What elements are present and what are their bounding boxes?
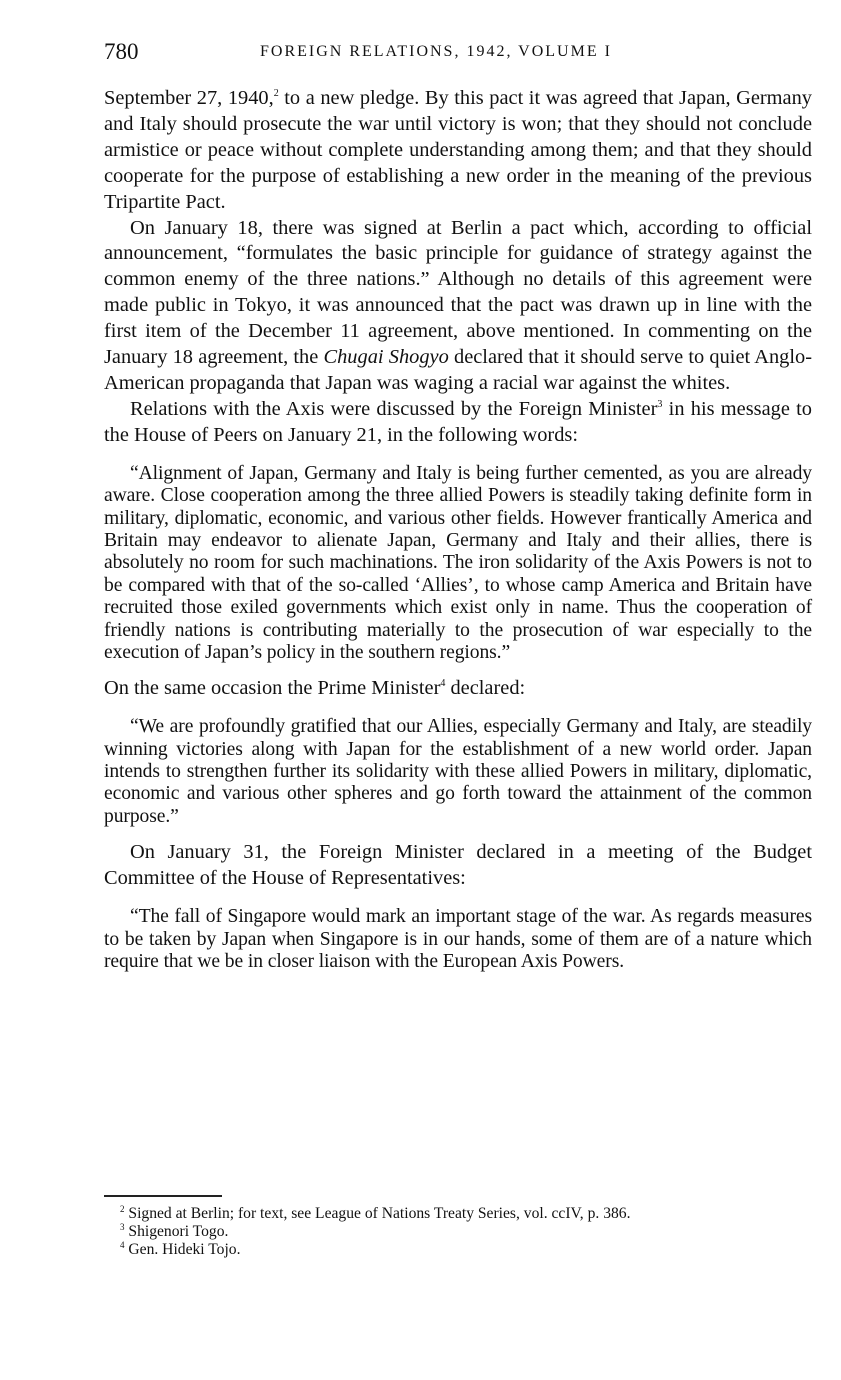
paragraph-4: On the same occasion the Prime Minister$^4$ declared:: [104, 677, 526, 700]
footnote-4: $^4$ Gen. Hideki Tojo.: [120, 1239, 241, 1258]
footnote-2: $^2$ Signed at Berlin; for text, see League of Nations Treaty Series, vol. ccIV, p. 386.: [120, 1203, 631, 1222]
footnote-rule: [104, 1195, 222, 1197]
quote-prime-minister: “We are profoundly gratified that our Allies, especially Germany and Italy, are steadily winning victories along with Japan for the establishment of a new world order. Japan intends to strengthen further its solidarity with these allied Powers in military, diplomatic, economic and various other spheres and go forth toward the attainment of the common purpose.”: [104, 716, 812, 827]
body-text: [104, 86, 812, 985]
paragraph-3: Relations with the Axis were discussed by the Foreign Minister$^3$ in his message to the House of Peers on January 21, in the following words:: [104, 397, 812, 446]
paragraph-2: On January 18, there was signed at Berlin a pact which, according to official announcement, “formulates the basic principle for guidance of strategy against the common enemy of the three nations.” Although no details of this agreement were made public in Tokyo, it was announced that the pact was drawn up in line with the first item of the December 11 agreement, above mentioned. In commenting on the January 18 agreement, the Chugai Shogyo declared that it should serve to quiet Anglo-American propaganda that Japan was waging a racial war against the whites.: [104, 216, 812, 394]
footnote-ref-3: 3: [657, 399, 663, 411]
page-header: [104, 38, 812, 66]
footnote-ref-4: 4: [440, 678, 446, 690]
newspaper-title: Chugai Shogyo: [323, 346, 449, 369]
running-title: FOREIGN RELATIONS, 1942, VOLUME I: [260, 43, 612, 60]
page-number: 780: [104, 39, 139, 64]
paragraph-1: September 27, 1940,$^2$ to a new pledge. By this pact it was agreed that Japan, Germany and Italy should prosecute the war until victory is won; that they should not conclude armistice or peace without complete understanding among them; and that they should cooperate for the purpose of establishing a new order in the meaning of the previous Tripartite Pact.: [104, 87, 812, 213]
footnote-ref-2: 2: [273, 88, 279, 100]
quote-foreign-minister-jan-21: “Alignment of Japan, Germany and Italy is being further cemented, as you are already aware. Close cooperation among the three allied Powers is steadily taking definite form in military, diplomatic, economic, and various other fields. However frantically America and Britain may endeavor to alienate Japan, Germany and Italy and their allies, there is absolutely no room for such machinations. The iron solidarity of the Axis Powers is not to be compared with that of the so-called ‘Allies’, to whose camp America and Britain have recruited those exiled governments which exist only in name. Thus the cooperation of friendly nations is contributing materially to the prosecution of war especially to the execution of Japan’s policy in the southern regions.”: [104, 462, 812, 663]
paragraph-5: On January 31, the Foreign Minister declared in a meeting of the Budget Committee of the House of Representatives:: [104, 841, 812, 890]
quote-foreign-minister-jan-31: “The fall of Singapore would mark an important stage of the war. As regards measures to be taken by Japan when Singapore is in our hands, some of them are of a nature which require that we be in closer liaison with the European Axis Powers.: [104, 906, 812, 972]
footnotes: [104, 1205, 812, 1258]
footnote-3: $^3$ Shigenori Togo.: [120, 1221, 229, 1240]
